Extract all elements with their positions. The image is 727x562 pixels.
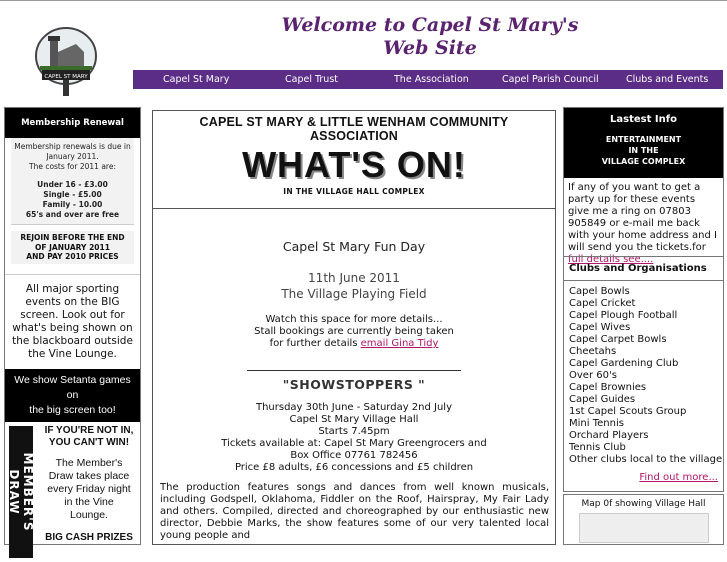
banner-association [153, 111, 555, 143]
club-item: Capel Guides [569, 394, 636, 405]
rejoin-notice [11, 231, 134, 264]
draw-line: The Member's [55, 456, 123, 469]
nav-capel-st-mary[interactable]: Capel St Mary [163, 74, 230, 85]
sporting-line: All major sporting [25, 282, 120, 295]
village-hall-map[interactable] [579, 513, 709, 543]
sporting-line: events on the BIG [25, 295, 120, 308]
club-item: Tennis Club [569, 442, 626, 453]
title-line-2: Web Site [383, 37, 477, 59]
draw-strip [9, 426, 33, 558]
sporting-events-notice [5, 274, 140, 369]
draw-line: Draw takes place [48, 469, 130, 482]
price-under16: Under 16 - £3.00 [37, 180, 108, 189]
party-info [564, 178, 723, 266]
latest-info-header [564, 108, 723, 178]
price-single: Single - £5.00 [43, 190, 102, 199]
left-sidebar [4, 107, 141, 545]
membership-heading: Membership Renewal [5, 108, 140, 138]
draw-line: YOU CAN'T WIN! [48, 436, 130, 448]
rejoin-line: REJOIN BEFORE THE END [20, 233, 125, 242]
page-title [190, 14, 670, 60]
clubs-panel [563, 256, 724, 492]
members-draw-panel [5, 422, 140, 562]
club-item: Over 60's [569, 370, 617, 381]
map-title: Map 0f showing Village Hall [581, 499, 706, 509]
ent-line: ENTERTAINMENT [605, 135, 682, 144]
sporting-line: the blackboard outside [12, 334, 133, 347]
watch-line: Stall bookings are currently being taken [254, 326, 454, 337]
draw-strip-text: MEMBER'S DRAW [7, 452, 35, 531]
club-item: Capel Carpet Bowls [569, 334, 667, 345]
map-panel [563, 494, 724, 545]
latest-info-title: Lastest Info [610, 114, 677, 125]
watch-line: Watch this space for more details... [265, 314, 443, 325]
ent-line: IN THE [628, 146, 659, 155]
funday-details [153, 270, 555, 302]
funday-date: 11th June 2011 [308, 271, 400, 285]
show-line: Capel St Mary Village Hall [289, 414, 419, 425]
club-item: Mini Tennis [569, 418, 624, 429]
funday-info [153, 314, 555, 350]
draw-line: BIG CASH PRIZES [45, 531, 133, 543]
divider [247, 370, 461, 371]
svg-text:CAPEL ST MARY: CAPEL ST MARY [44, 74, 88, 80]
nav-capel-trust[interactable]: Capel Trust [285, 74, 338, 85]
setanta-line: We show Setanta games on [14, 373, 131, 401]
main-content [152, 110, 556, 545]
club-item: Other clubs local to the village [569, 454, 723, 465]
title-line-1: Welcome to Capel St Mary's [281, 14, 579, 36]
watch-line: for further details [269, 338, 361, 349]
clubs-list [569, 286, 723, 466]
village-logo[interactable] [28, 14, 104, 98]
draw-line: in the Vine [64, 495, 114, 508]
club-item: Capel Gardening Club [569, 358, 679, 369]
showstoppers-info [153, 402, 555, 474]
club-item: Capel Plough Football [569, 310, 678, 321]
ent-line: VILLAGE COMPLEX [601, 157, 686, 166]
sporting-line: what's being shown on [12, 321, 133, 334]
nav-clubs-and-events[interactable]: Clubs and Events [626, 74, 709, 85]
whats-on-banner [153, 111, 555, 209]
show-line: Tickets available at: Capel St Mary Greengrocers and [221, 438, 487, 449]
show-line: Thursday 30th June - Saturday 2nd July [255, 402, 453, 413]
draw-text [39, 425, 139, 543]
show-line: Starts 7.45pm [318, 426, 390, 437]
clubs-title: Clubs and Organisations [569, 263, 707, 274]
show-line: Box Office 07761 782456 [290, 450, 418, 461]
nav-the-association[interactable]: The Association [394, 74, 469, 85]
latest-info-panel [563, 107, 724, 281]
price-family: Family - 10.00 [42, 200, 103, 209]
setanta-banner [5, 369, 140, 422]
club-item: Orchard Players [569, 430, 649, 441]
banner-line: CAPEL ST MARY & LITTLE WENHAM COMMUNITY [199, 115, 509, 129]
renewal-line: The costs for 2011 are: [28, 162, 116, 171]
banner-whats-on: WHAT'S ON! [242, 144, 466, 185]
find-out-more-link[interactable]: Find out more... [639, 472, 718, 483]
events-body [153, 209, 555, 542]
club-item: 1st Capel Scouts Group [569, 406, 687, 417]
renewal-notice [11, 138, 134, 225]
club-item: Capel Brownies [569, 382, 647, 393]
entertainment-heading [564, 134, 723, 167]
rejoin-line: AND PAY 2010 PRICES [26, 252, 119, 261]
show-line: Price £8 adults, £6 concessions and £5 children [234, 462, 474, 473]
setanta-line: the big screen too! [29, 403, 116, 416]
banner-line: ASSOCIATION [309, 129, 399, 143]
main-nav [133, 70, 723, 89]
rejoin-line: OF JANUARY 2011 [35, 242, 110, 252]
nav-parish-council[interactable]: Capel Parish Council [502, 74, 599, 85]
funday-place: The Village Playing Field [281, 287, 427, 301]
sporting-line: the Vine Lounge. [28, 347, 117, 360]
renewal-line: January 2011. [46, 152, 99, 161]
draw-line: Lounge. [70, 508, 108, 521]
club-item: Capel Wives [569, 322, 631, 333]
club-item: Capel Bowls [569, 286, 630, 297]
banner-subtitle: IN THE VILLAGE HALL COMPLEX [283, 187, 425, 196]
party-text: If any of you want to get a party up for these events give me a ring on 07803 905849 or e-mail me back with your home address and I will send you the tickets.for [568, 182, 717, 253]
village-sign-icon [28, 14, 104, 98]
sporting-line: screen. Look out for [20, 308, 125, 321]
draw-line: IF YOU'RE NOT IN, [44, 424, 134, 436]
full-details-link[interactable]: full details see.... [568, 254, 654, 265]
price-65-over: 65's and over are free [25, 210, 120, 219]
top-rule [0, 0, 727, 4]
club-item: Capel Cricket [569, 298, 636, 309]
renewal-line: Membership renewals is due in [14, 142, 131, 151]
showstoppers-title: "SHOWSTOPPERS " [282, 377, 426, 392]
draw-line: every Friday night [47, 482, 131, 495]
funday-title: Capel St Mary Fun Day [282, 239, 426, 254]
club-item: Cheetahs [569, 346, 617, 357]
email-gina-link[interactable]: email Gina Tidy [360, 338, 439, 349]
show-description: The production features songs and dances from well known musicals, including Godspell, Oklahoma, Fiddler on the Roof, Hairspray, My Fair Lady and others. Compiled, directed and choreographed by our enthusiastic new director, Debbie Marks, the show features some of our very talented local young people and [160, 482, 549, 541]
